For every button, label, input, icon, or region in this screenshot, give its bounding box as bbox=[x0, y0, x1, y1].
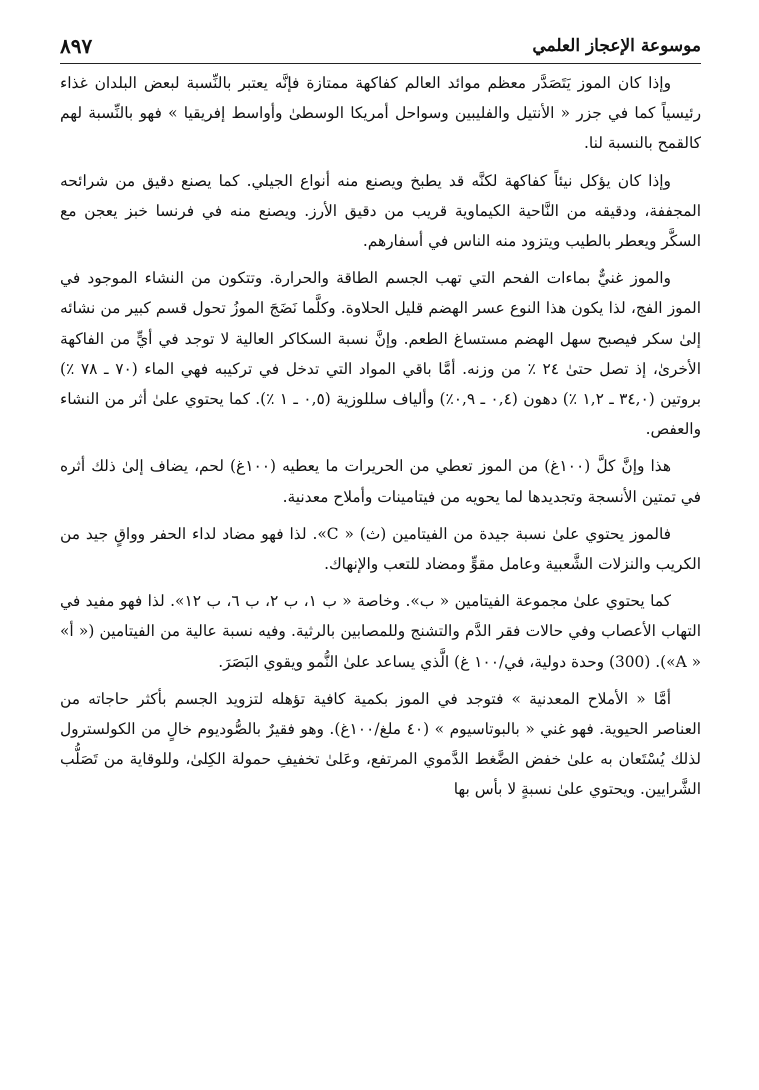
paragraph: والموز غنيٌّ بماءات الفحم التي تهب الجسم الطاقة والحرارة. وتتكون من النشاء الموجود في الموز الفج، لذا يكون هذا النوع عسر الهضم قليل الحلاوة. وكلَّما نَضَجَ الموزُ تحول قسم كبير من نشائه إلىٰ سكر فيصبح سهل الهضم مستساغ الطعم. وإنَّ نسبة السكاكر العالية لا توجد في أيٍّ من الفاكهة الأخرىٰ، إذ تصل حتىٰ ٢٤ ٪ من وزنه. أمَّا باقي المواد التي تدخل في تركيبه فهي الماء (٧٠ ـ ٧٨ ٪) بروتين (٣٤,٠ ـ ١,٢ ٪) دهون (٠,٤ ـ ٠,٩٪) وألياف سللوزية (٠,٥ ـ ١ ٪). كما يحتوي علىٰ أثر من النشاء والعفص. bbox=[60, 269, 701, 439]
paragraph: كما يحتوي علىٰ مجموعة الفيتامين « ب». وخاصة « ب ١، ب ٢، ب ٦، ب ١٢». لذا فهو مفيد في التهاب الأعصاب وفي حالات فقر الدَّم والتشنج وللمصابين بالرثية. وفيه نسبة عالية من الفيتامين (« أ» « A»). (300) وحدة دولية، في/١٠٠ غ) الَّذي يساعد علىٰ النُّمو ويقوي البَصَرَ. bbox=[60, 592, 701, 671]
paragraph: هذا وإنَّ كلَّ (١٠٠غ) من الموز تعطي من الحريرات ما يعطيه (١٠٠غ) لحم، يضاف إلىٰ ذلك أثره في تمتين الأنسجة وتجديدها لما يحويه من فيتامينات وأملاح معدنية. bbox=[60, 457, 701, 506]
running-title: موسوعة الإعجاز العلمي bbox=[532, 36, 701, 56]
page-header bbox=[60, 28, 701, 62]
header-rule bbox=[60, 63, 701, 64]
paragraph: وإذا كان يؤكل نيئاً كفاكهة لكنَّه قد يطبخ ويصنع منه أنواع الجيلي. كما يصنع دقيق من شرائحه المجففة، ودقيقه من النَّاحية الكيماوية قريب من دقيق الأرز. ويصنع منه في فرنسا خبز يعجن مع السكَّر ويعطر بالطيب ويتزود منه الناس في أسفارهم. bbox=[60, 171, 701, 251]
paragraph: أمَّا « الأملاح المعدنية » فتوجد في الموز بكمية كافية تؤهله لتزويد الجسم بأكثر حاجاته من العناصر الحيوية. فهو غني « بالبوتاسيوم » (٤٠ ملغ/١٠٠غ). وهو فقيرٌ بالصُّوديوم خالٍ من الكولسترول لذلك يُسْتَعان به علىٰ خفض الضَّغط الدَّموي المرتفع، وعَلىٰ تخفيفِ حمولة الكِلىٰ، وللوقاية من تَصَلُّب الشَّرايين. ويحتوي علىٰ نسبةٍ لا بأس بها bbox=[60, 689, 702, 799]
page-number: ٨٩٧ bbox=[60, 34, 93, 58]
paragraph: فالموز يحتوي علىٰ نسبة جيدة من الفيتامين (ث) « C». لذا فهو مضاد لداء الحفر وواقٍ جيد من الكريب والنزلات الشَّعبية وعامل مقوٍّ ومضاد للتعب والإنهاك. bbox=[60, 524, 701, 574]
body-text bbox=[60, 68, 701, 805]
paragraph: وإذا كان الموز يَتَصَدَّر معظم موائد العالم كفاكهة ممتازة فإنَّه يعتبر بالنِّسبة لبعض البلدان غذاء رئيسياً كما في جزر « الأنتيل والفليبين وسواحل أمريكا الوسطىٰ وأواسط إفريقيا » فهو بالنِّسبة لهم كالقمح بالنسبة لنا. bbox=[60, 74, 701, 153]
